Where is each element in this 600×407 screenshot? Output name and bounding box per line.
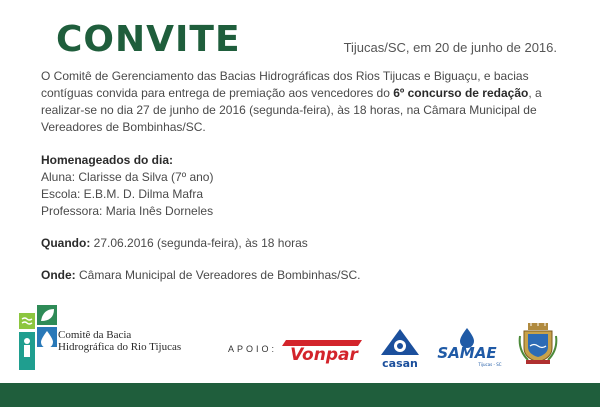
where-label: Onde: bbox=[41, 268, 76, 282]
intro-text-2: , a realizar-se no dia 27 de junho de 2016 (segunda-feira), às 18 horas, na Câmara Municipal de Vereadores de Bombinhas/SC. bbox=[41, 86, 542, 134]
page-title: CONVITE bbox=[56, 19, 241, 60]
samae-wordmark: SAMAE bbox=[437, 344, 497, 362]
coat-of-arms bbox=[518, 322, 558, 371]
samae-subtitle: Tijucas - SC bbox=[478, 362, 502, 367]
footer-bar bbox=[0, 383, 600, 407]
committee-logo bbox=[19, 305, 182, 375]
vonpar-logo bbox=[282, 334, 366, 369]
logo-line-2: Hidrográfica do Rio Tijucas bbox=[58, 341, 182, 353]
person-icon bbox=[24, 338, 30, 357]
support-label: APOIO: bbox=[228, 344, 278, 354]
where-value: Câmara Municipal de Vereadores de Bombinhas/SC. bbox=[75, 268, 361, 282]
when-line bbox=[41, 235, 561, 252]
waves-icon bbox=[19, 313, 35, 329]
logo-line-1: Comitê da Bacia bbox=[58, 329, 132, 341]
honoree-teacher: Professora: Maria Inês Dorneles bbox=[41, 204, 214, 218]
honoree-student: Aluna: Clarisse da Silva (7º ano) bbox=[41, 170, 214, 184]
casan-logo bbox=[377, 327, 423, 374]
committee-logo-text bbox=[58, 329, 181, 353]
where-line bbox=[41, 267, 561, 284]
committee-logo-mark bbox=[19, 305, 59, 375]
when-label: Quando: bbox=[41, 236, 91, 250]
intro-paragraph bbox=[41, 68, 561, 136]
date-line: Tijucas/SC, em 20 de junho de 2016. bbox=[343, 40, 557, 55]
contest-name: 6º concurso de redação bbox=[393, 86, 529, 100]
honorees-title: Homenageados do dia: bbox=[41, 153, 174, 167]
vonpar-wordmark: Vonpar bbox=[290, 345, 358, 364]
when-value: 27.06.2016 (segunda-feira), às 18 horas bbox=[90, 236, 308, 250]
invitation-body bbox=[41, 68, 561, 284]
samae-logo bbox=[432, 326, 502, 373]
casan-wordmark: casan bbox=[382, 357, 418, 369]
honoree-school: Escola: E.B.M. D. Dilma Mafra bbox=[41, 187, 204, 201]
intro-text-1: O Comitê de Gerenciamento das Bacias Hidrográficas dos Rios Tijucas e Biguaçu, e bacias contíguas convida para entrega de premiação aos vencedores do bbox=[41, 69, 529, 100]
